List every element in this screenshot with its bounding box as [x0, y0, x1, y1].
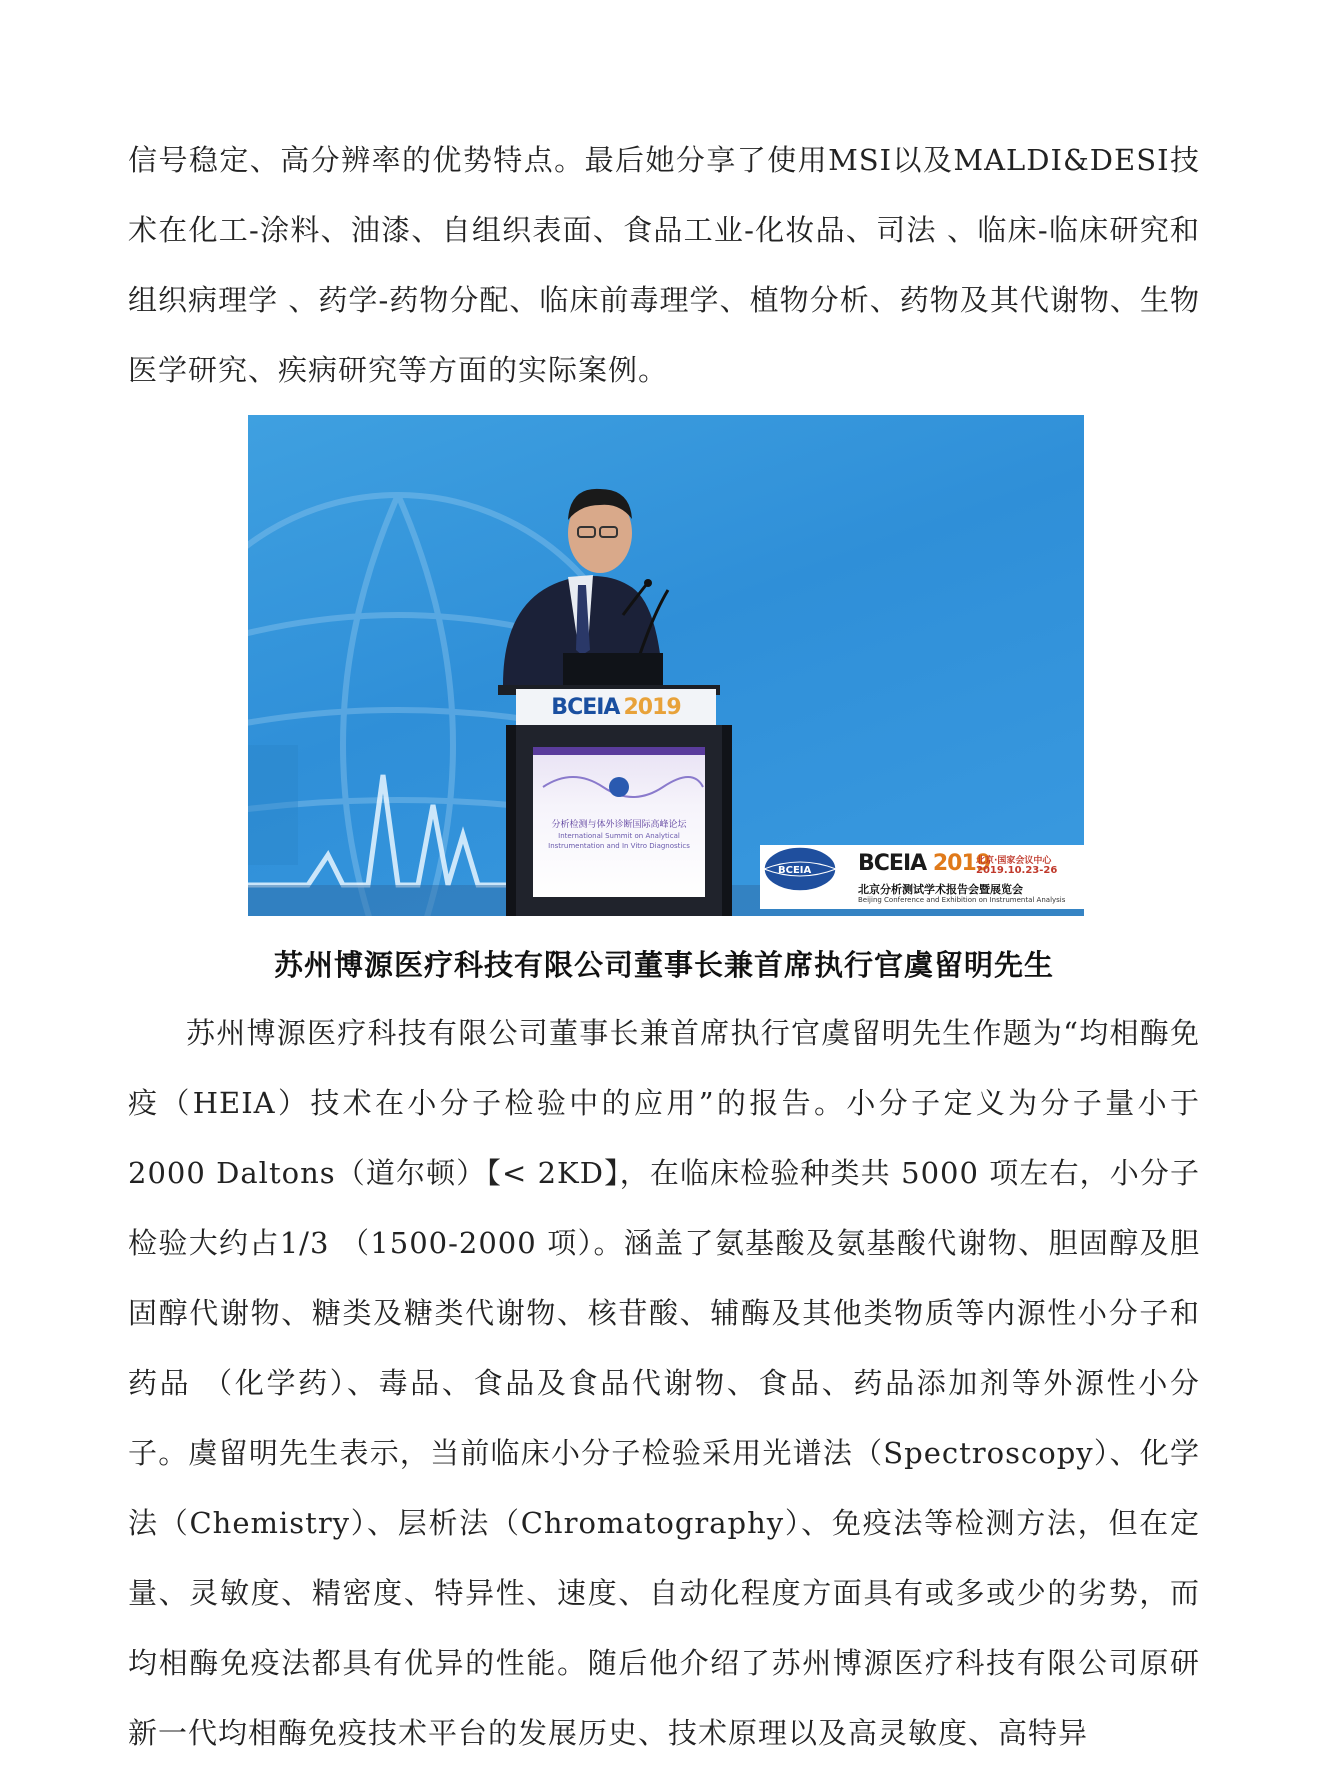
podium-brand-sign — [516, 689, 716, 725]
globe-logo-icon — [760, 845, 840, 893]
paragraph-main — [128, 998, 1200, 1768]
podium-panel-wave — [533, 747, 705, 813]
photo-caption: 苏州博源医疗科技有限公司董事长兼首席执行官虞留明先生 — [273, 948, 1054, 982]
logo-brand — [858, 851, 990, 876]
logo-chinese-name: 北京分析测试学术报告会暨展览会 — [858, 883, 1023, 896]
paragraph-top — [128, 125, 1200, 405]
logo-brand-year: 2019 — [932, 851, 991, 876]
podium-panel — [533, 747, 705, 897]
podium-panel-subtitle: International Summit on Analytical Instrumentation and In Vitro Diagnostics — [548, 832, 690, 850]
logo-location: 北京·国家会议中心 — [976, 856, 1052, 866]
podium-brand-year: 2019 — [623, 694, 681, 720]
paragraph-top-text: 信号稳定、高分辨率的优势特点。最后她分享了使用MSI以及MALDI&DESI技术在化工-涂料、油漆、自组织表面、食品工业-化妆品、司法 、临床-临床研究和组织病理学 、药学-药物分配、临床前毒理学、植物分析、药物及其代谢物、生物医学研究、疾病研究等方面的实际案例。 — [128, 143, 1200, 387]
podium-brand-text: BCEIA — [551, 694, 620, 720]
logo-dates: 2019.10.23-26 — [976, 865, 1058, 876]
podium-panel-title: 分析检测与体外诊断国际高峰论坛 — [551, 820, 687, 830]
event-logo-box — [760, 845, 1084, 909]
svg-text:BCEIA: BCEIA — [778, 865, 812, 876]
logo-brand-text: BCEIA — [858, 851, 927, 876]
paragraph-main-text: 苏州博源医疗科技有限公司董事长兼首席执行官虞留明先生作题为“均相酶免疫（HEIA）技术在小分子检验中的应用”的报告。小分子定义为分子量小于 2000 Daltons（道尔顿）【< 2KD】，在临床检验种类共 5000 项左右，小分子检验大约占1/3 （1500-2000 项）。涵盖了氨基酸及氨基酸代谢物、胆固醇及胆固醇代谢物、糖类及糖类代谢物、核苷酸、辅酶及其他类物质等内源性小分子和药品 （化学药）、毒品、食品及食品代谢物、食品、药品添加剂等外源性小分子。虞留明先生表示，当前临床小分子检验采用光谱法（Spectroscopy）、化学法（Chemistry）、层析法（Chromatography）、免疫法等检测方法，但在定量、灵敏度、精密度、特异性、速度、自动化程度方面具有或多或少的劣势，而均相酶免疫法都具有优异的性能。随后他介绍了苏州博源医疗科技有限公司原研新一代均相酶免疫技术平台的发展历史、技术原理以及高灵敏度、高特异 — [128, 1016, 1200, 1750]
logo-english-name: Beijing Conference and Exhibition on Instrumental Analysis — [858, 896, 1066, 904]
conference-photo — [248, 415, 1084, 916]
